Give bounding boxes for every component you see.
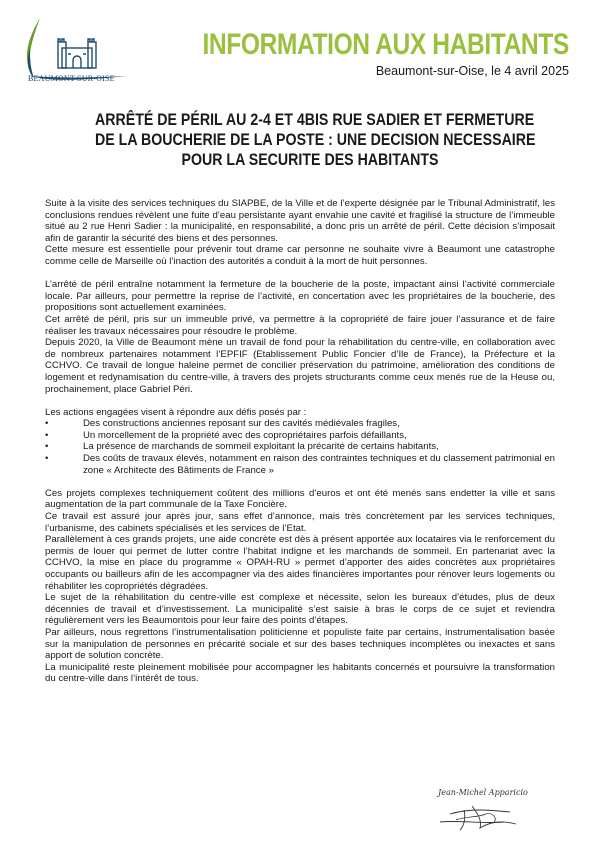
- title-line: DE LA BOUCHERIE DE LA POSTE : UNE DECISION NECESSAIRE: [95, 131, 536, 149]
- paragraph: Les actions engagées visent à répondre aux défis posés par :: [45, 406, 307, 418]
- list-item-text: La présence de marchands de sommeil exploitant la précarité de certains habitants,: [83, 441, 439, 453]
- handwritten-signature: [420, 784, 560, 834]
- bullet-marker: •: [45, 453, 49, 465]
- title-line: ARRÊTÉ DE PÉRIL AU 2-4 ET 4BIS RUE SADIER ET FERMETURE: [95, 111, 535, 129]
- date-line: Beaumont-sur-Oise, le 4 avril 2025: [375, 64, 569, 78]
- paragraph: Parallèlement à ces grands projets, une aide concrète est dès à présent apportée aux locataires via le renforcement du permis de louer qui permet de lutter contre l’habitat indigne et les marchands de sommeil. En partenariat avec la CCHVO, la mise en place du programme « OPAH-RU » permet d’apporter des aides concrètes aux propriétaires occupants ou bailleurs afin de les accompagner via des aides financières importantes pour rénover leurs logements ou réhabiliter les copropriétés dégradées.: [45, 534, 555, 592]
- page-header: [0, 0, 595, 95]
- paragraph: L’arrêté de péril entraîne notamment la fermeture de la boucherie de la poste, impactant ainsi l’activité commerciale locale. Par ailleurs, pour permettre la reprise de l’activité, en concertation avec les propriétaires de la boucherie, des propositions sont actuellement examinées.: [45, 279, 555, 314]
- paragraph: Ces projets complexes techniquement coûtent des millions d’euros et ont été menés sans endetter la ville et sans augmentation de la part communale de la Taxe Foncière.: [45, 487, 555, 511]
- bullet-marker: •: [45, 429, 49, 441]
- paragraph: Par ailleurs, nous regrettons l’instrumentalisation politicienne et populiste faite par certains, instrumentalisation basée sur la manipulation de personnes en précarité sociale et sur des bases techniques incomplètes ou inexactes et sans apport de solution concrète.: [45, 626, 555, 662]
- signature-name: Jean-Michel Apparicio: [438, 788, 528, 797]
- list-item: [45, 441, 555, 453]
- document-title: [95, 110, 536, 170]
- list-item: [45, 430, 555, 442]
- challenges-list: [45, 418, 555, 476]
- bullet-marker: •: [45, 418, 49, 430]
- title-line: POUR LA SECURITE DES HABITANTS: [181, 151, 439, 169]
- paragraph: Suite à la visite des services techniques du SIAPBE, de la Ville et de l’experte désignée par le Tribunal Administratif, les conclusions rendues révèlent une fuite d’eau persistante ayant envahie une cavité et fragilisé la structure de l’immeuble situé au 2 rue Henri Sadier : la municipalité, en responsabilité, a donc pris un arrêté de péril. Cette décision s’imposait afin de garantir la sécurité des biens et des personnes.: [45, 198, 555, 244]
- paragraph: Cet arrêté de péril, pris sur un immeuble privé, va permettre à la copropriété de faire jouer l’assurance et de faire réaliser les travaux nécessaires pour résoudre le problème.: [45, 313, 555, 337]
- list-item: [45, 418, 555, 430]
- list-item-text: Des coûts de travaux élevés, notamment en raison des contraintes techniques et du classement patrimonial en zone « Architecte des Bâtiments de France »: [83, 453, 555, 476]
- document-body: [45, 198, 555, 685]
- paragraph: Depuis 2020, la Ville de Beaumont mène un travail de fond pour la réhabilitation du centre-ville, en collaboration avec de nombreux partenaires notamment l’EPFIF (Etablissement Public Foncier d’Ile de France), la Préfecture et la CCHVO. Ce travail de longue haleine permet de concilier préservation du patrimoine, amélioration des conditions de logement et redynamisation du centre-ville, à travers des projets structurants comme ceux menés rue de la Heuse ou, prochainement, place Gabriel Péri.: [45, 337, 555, 395]
- list-item: [45, 453, 555, 476]
- list-item-text: Des constructions anciennes reposant sur des cavités médiévales fragiles,: [83, 418, 400, 430]
- list-item-text: Un morcellement de la propriété avec des copropriétaires parfois défaillants,: [83, 429, 407, 441]
- paragraph: Cette mesure est essentielle pour prévenir tout drame car personne ne souhaite vivre à Beaumont une catastrophe comme celle de Marseille où l’inaction des autorités a conduit à la mort de huit personnes.: [45, 244, 555, 267]
- header-title: INFORMATION AUX HABITANTS: [202, 28, 569, 61]
- paragraph: Le sujet de la réhabilitation du centre-ville est complexe et nécessite, selon les bureaux d’études, plus de deux décennies de travail et d’investissement. La municipalité s’est saisie à bras le corps de ce sujet et reviendra régulièrement vers les Beaumontois pour leur faire des points d’étapes.: [45, 592, 555, 627]
- paragraph: La municipalité reste pleinement mobilisée pour accompagner les habitants concernés et poursuivre la transformation du centre-ville dans l’intérêt de tous.: [45, 661, 555, 685]
- paragraph: Ce travail est assuré jour après jour, sans effet d’annonce, mais très concrètement par les services techniques, l’urbanisme, des cabinets spécialisés et les services de l’Etat.: [45, 511, 555, 534]
- bullet-marker: •: [45, 441, 49, 453]
- logo-town-name: BEAUMONT-SUR-OISE: [28, 74, 115, 83]
